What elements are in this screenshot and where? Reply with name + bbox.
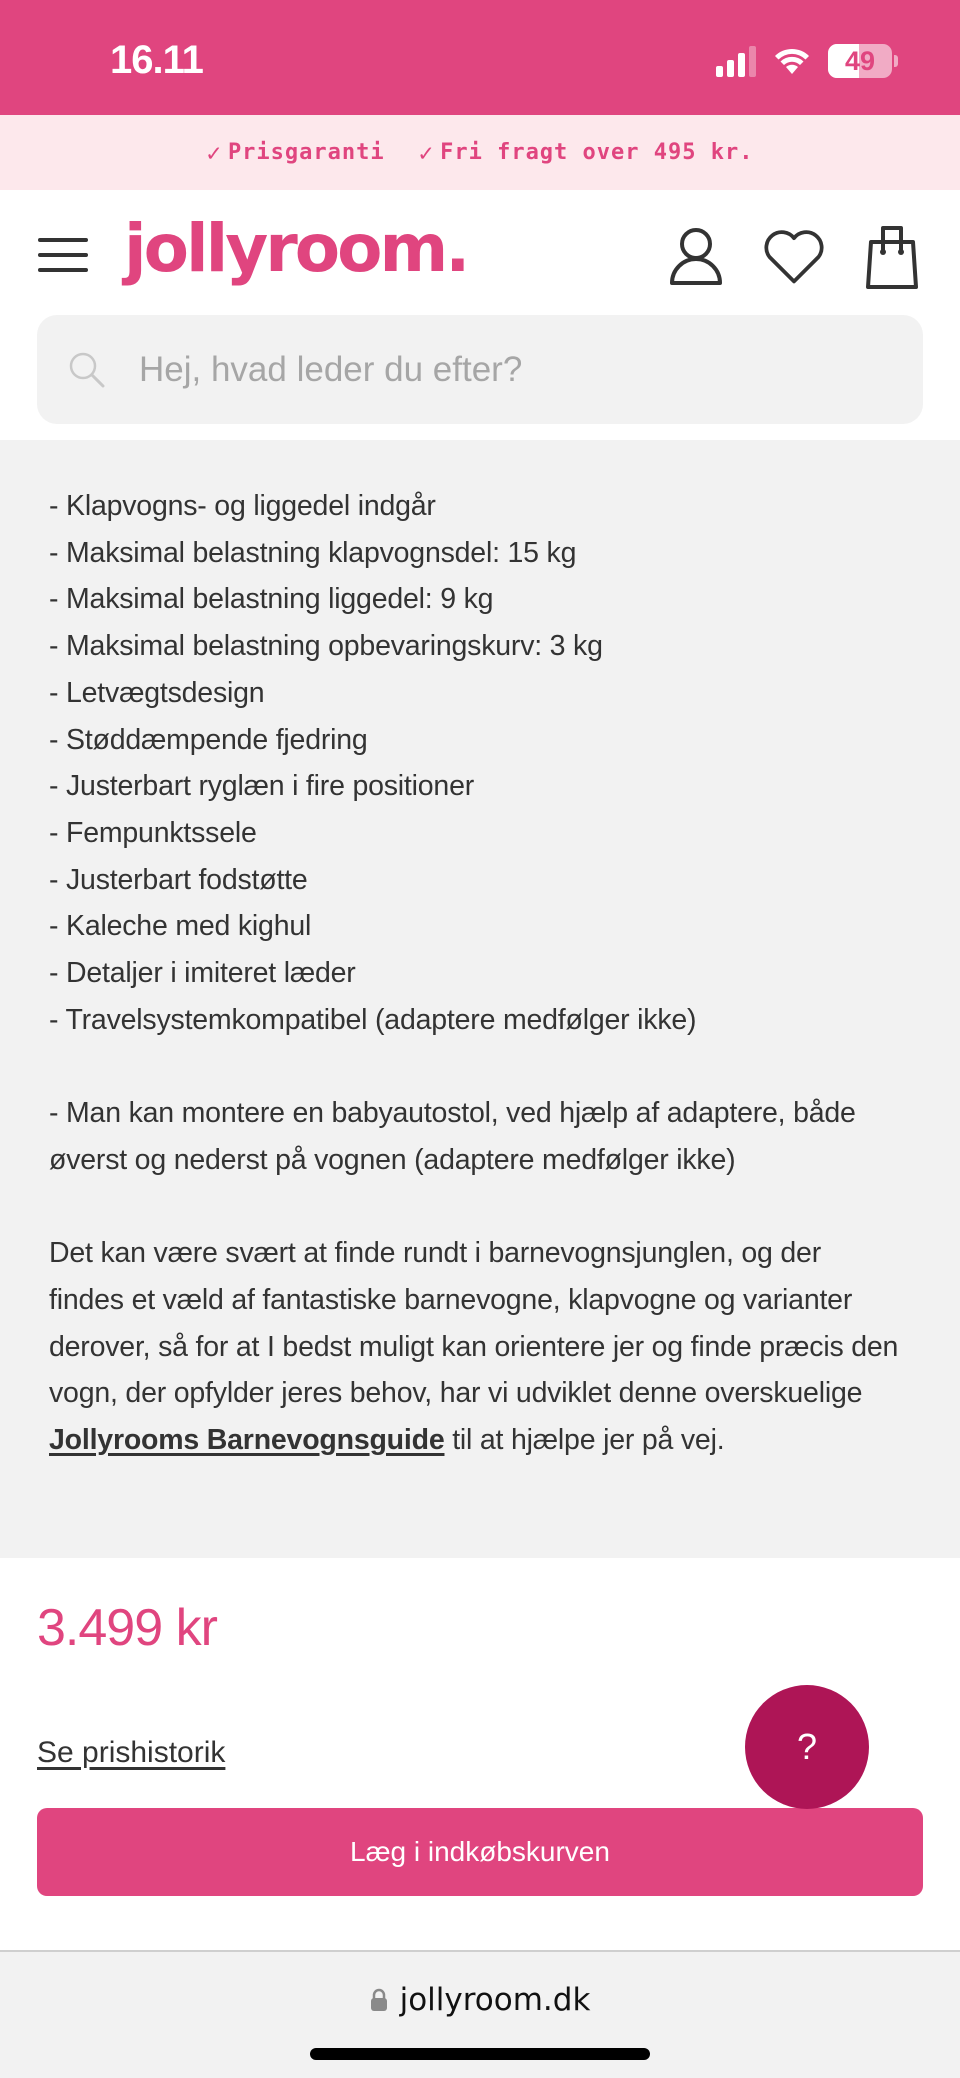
feature-item: - Travelsystemkompatibel (adaptere medfølger ikke): [49, 1003, 697, 1036]
menu-icon-bar: [38, 268, 88, 272]
search-icon: [67, 350, 107, 390]
menu-icon-bar: [38, 238, 88, 242]
product-description: [0, 440, 960, 1558]
home-indicator: [310, 2048, 650, 2060]
battery-percent: 49: [844, 46, 876, 76]
lock-icon: [370, 1988, 388, 2012]
add-to-cart-button[interactable]: Læg i indkøbskurven: [37, 1808, 923, 1896]
menu-button[interactable]: [38, 238, 88, 272]
url-text: jollyroom.dk: [399, 1982, 591, 2018]
account-icon: [668, 227, 724, 287]
status-bar: [0, 0, 960, 115]
wishlist-button[interactable]: [762, 224, 826, 290]
menu-icon-bar: [38, 253, 88, 257]
guide-paragraph: [49, 1230, 920, 1464]
promo-item-price-guarantee: [206, 139, 384, 167]
browser-address-bar[interactable]: [0, 1950, 960, 2078]
product-price: 3.499 kr: [37, 1599, 217, 1657]
check-icon: ✓: [206, 138, 222, 167]
feature-item: - Maksimal belastning opbevaringskurv: 3 kg: [49, 630, 603, 663]
feature-item: - Klapvogns- og liggedel indgår: [49, 490, 436, 522]
feature-item: - Støddæmpende fjedring: [49, 723, 368, 756]
feature-item: - Letvægtsdesign: [49, 676, 265, 709]
car-seat-note: - Man kan montere en babyautostol, ved hjælp af adaptere, både øverst og nederst på vognen (adaptere medfølger ikke): [49, 1097, 856, 1176]
feature-item: - Detaljer i imiteret læder: [49, 957, 356, 990]
battery-tip: [894, 55, 898, 67]
promo-label: Prisgaranti: [227, 140, 385, 165]
promo-label: Fri fragt over 495 kr.: [440, 140, 754, 165]
account-button[interactable]: [664, 224, 728, 290]
price-history-link[interactable]: Se prishistorik: [37, 1736, 226, 1769]
feature-item: - Fempunktssele: [49, 816, 257, 849]
wifi-icon: [772, 46, 812, 76]
heart-icon: [762, 227, 826, 287]
feature-item: - Kaleche med kighul: [49, 910, 312, 943]
site-header: [0, 190, 960, 440]
header-actions: [664, 224, 924, 290]
status-time: 16.11: [110, 38, 203, 82]
url-display[interactable]: [0, 1982, 960, 2018]
guide-suffix: til at hjælpe jer på vej.: [444, 1424, 725, 1457]
feature-item: - Maksimal belastning liggedel: 9 kg: [49, 583, 494, 616]
guide-text: Det kan være svært at finde rundt i barnevognsjunglen, og der findes et væld af fantastiske barnevogne, klapvogne og varianter derover, så for at I bedst muligt kan orientere jer og finde præcis den vogn, der opfylder jeres behov, har vi udviklet denne overskuelige: [49, 1237, 899, 1410]
promo-bar: [0, 115, 960, 190]
search-input[interactable]: [139, 350, 899, 390]
signal-icon: [716, 45, 756, 77]
search-bar[interactable]: [37, 315, 923, 424]
feature-item: - Justerbart ryglæn i fire positioner: [49, 770, 475, 803]
feature-item: - Maksimal belastning klapvognsdel: 15 kg: [49, 536, 577, 569]
battery-icon: [828, 44, 892, 78]
purchase-panel: [0, 1558, 960, 1950]
logo[interactable]: jollyroom.: [124, 210, 468, 287]
status-icons: [716, 44, 898, 78]
question-icon: ?: [796, 1726, 818, 1767]
promo-item-free-shipping: [419, 139, 754, 167]
check-icon: ✓: [418, 138, 435, 167]
stroller-guide-link[interactable]: Jollyrooms Barnevognsguide: [49, 1424, 445, 1457]
cart-button[interactable]: [860, 224, 924, 290]
feature-item: - Justerbart fodstøtte: [49, 863, 308, 896]
help-button[interactable]: [745, 1685, 869, 1809]
shopping-bag-icon: [865, 224, 919, 290]
